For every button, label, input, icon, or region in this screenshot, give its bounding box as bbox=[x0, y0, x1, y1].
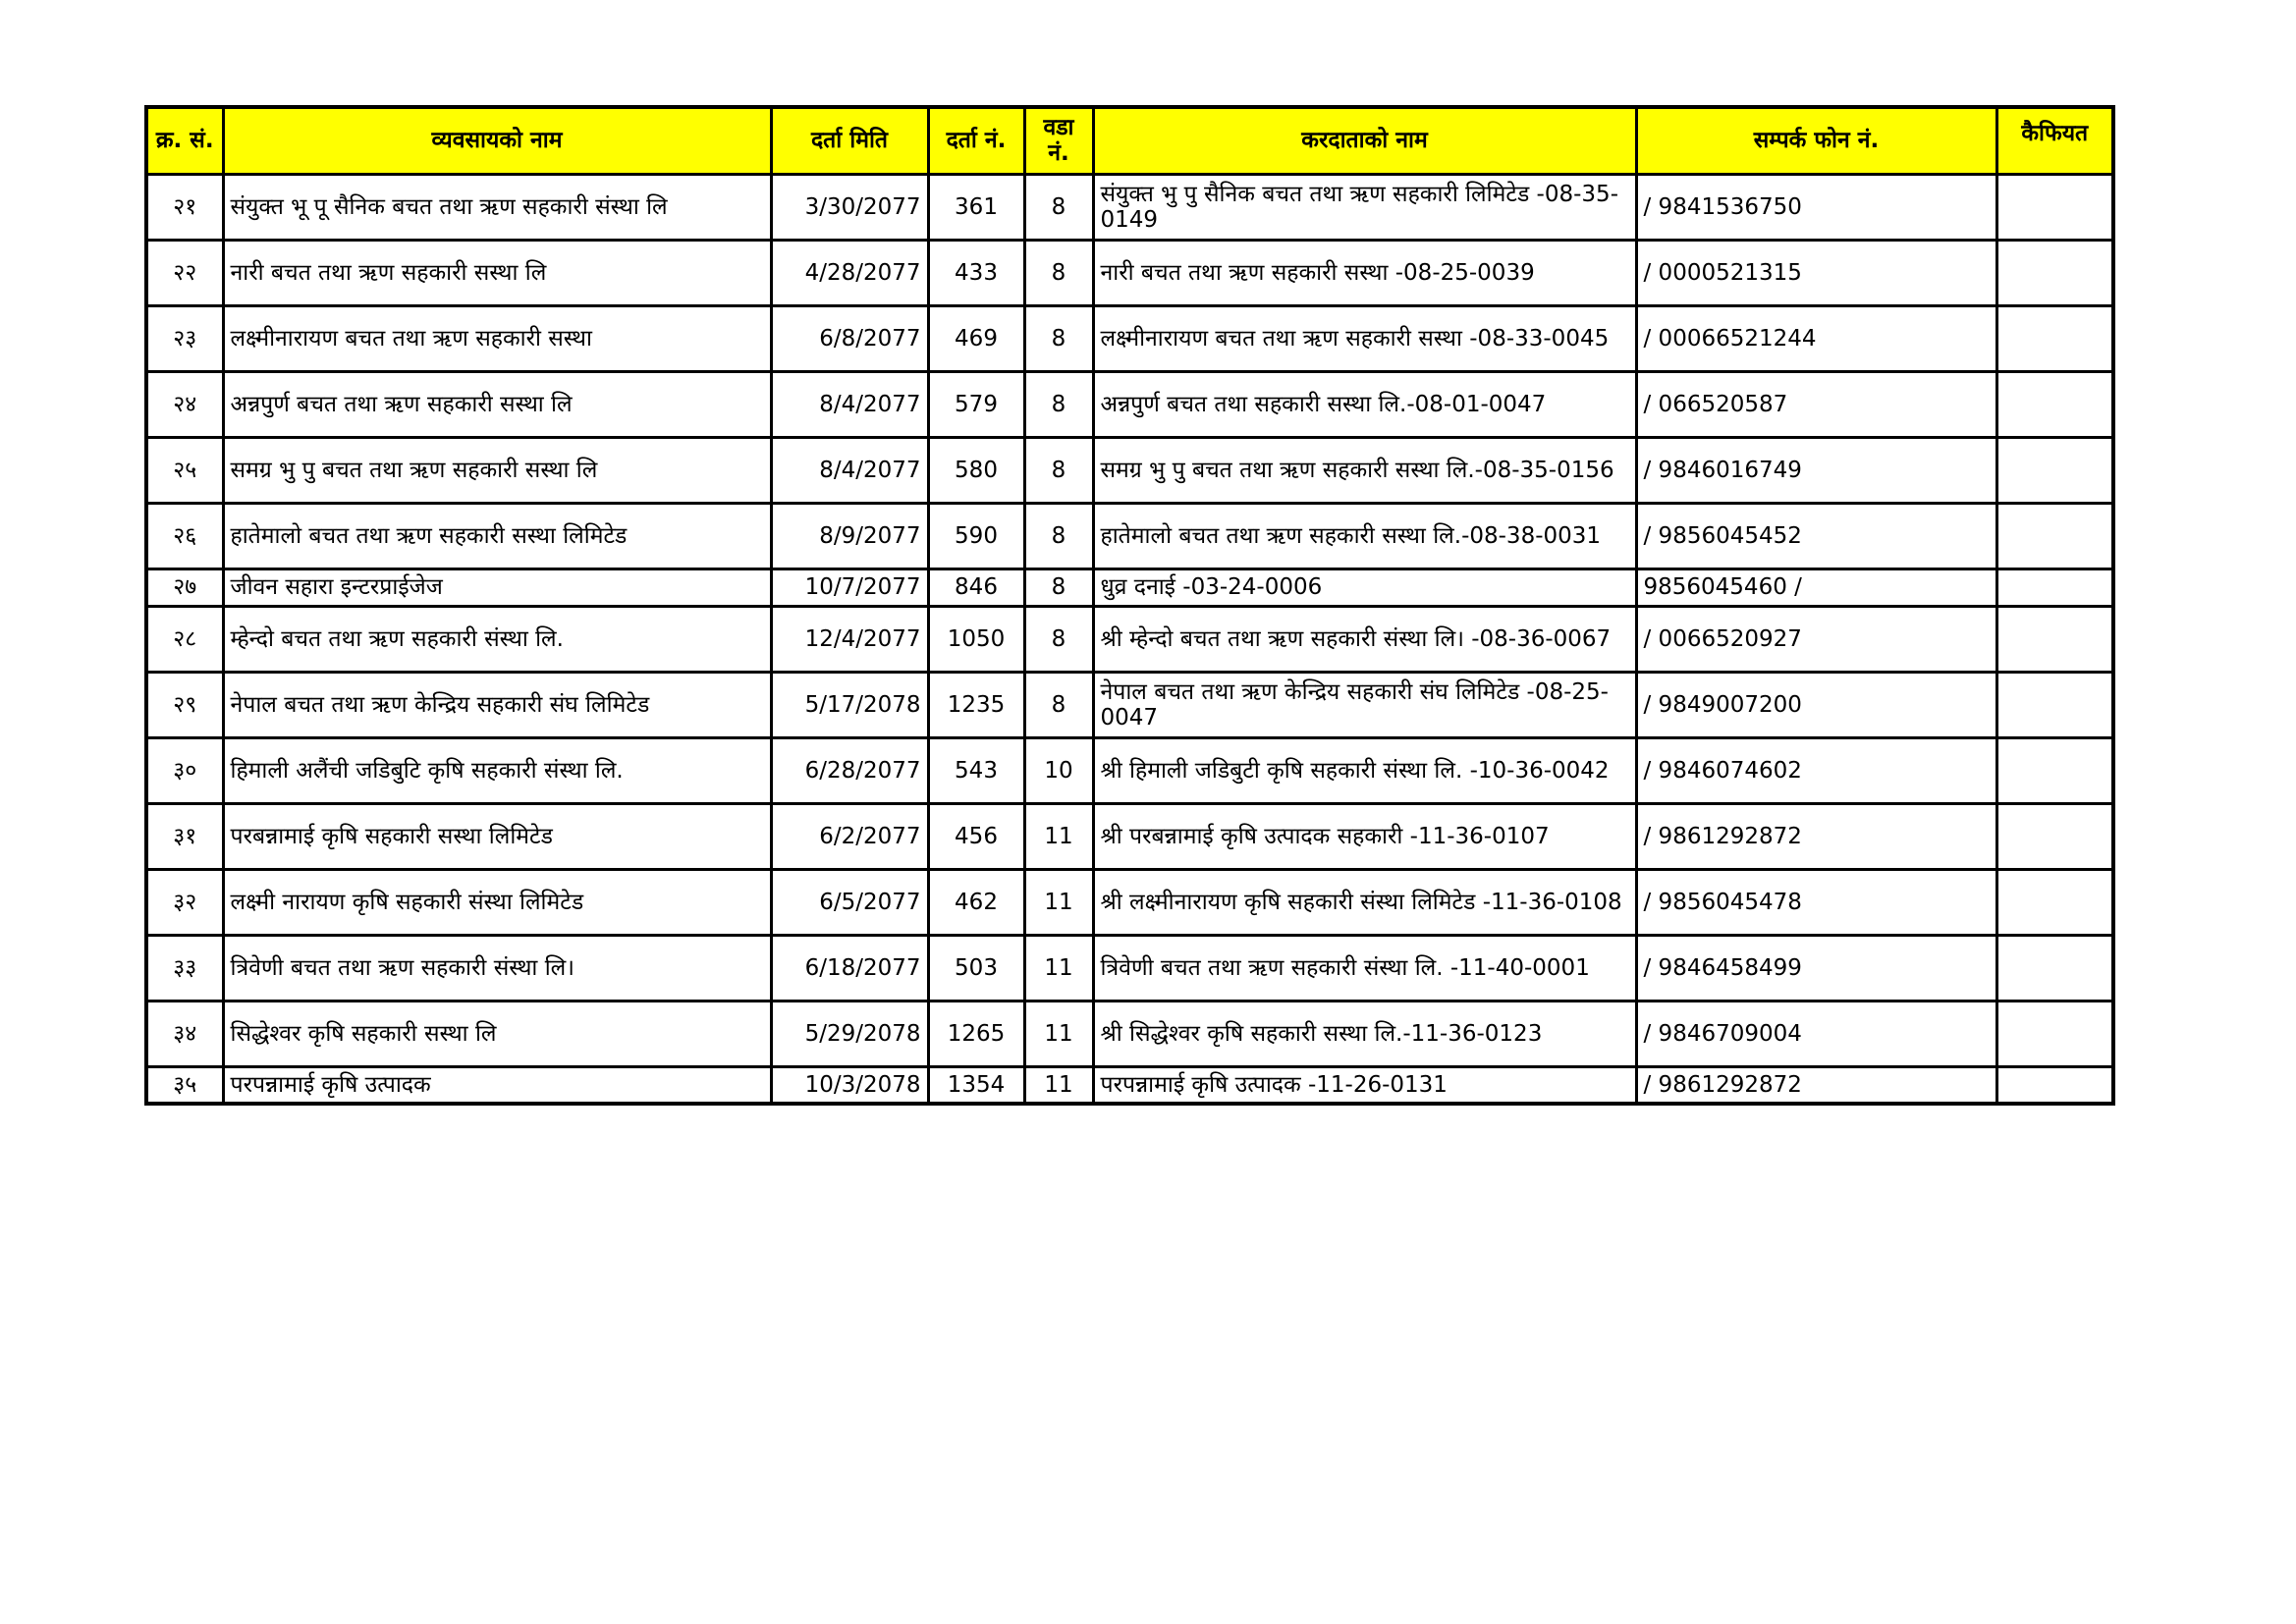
cell-ward-number: 8 bbox=[1024, 305, 1093, 371]
cell-taxpayer-name: त्रिवेणी बचत तथा ऋण सहकारी संस्था लि. -11-40-0001 bbox=[1093, 935, 1636, 1001]
cell-taxpayer-name: श्री म्हेन्दो बचत तथा ऋण सहकारी संस्था लि। -08-36-0067 bbox=[1093, 606, 1636, 672]
cell-ward-number: 8 bbox=[1024, 606, 1093, 672]
cell-serial: २५ bbox=[146, 437, 223, 503]
table-header bbox=[146, 107, 2113, 174]
cell-contact-phone: / 066520587 bbox=[1636, 371, 1996, 437]
cell-registration-number: 1235 bbox=[928, 672, 1024, 737]
cell-ward-number: 8 bbox=[1024, 503, 1093, 568]
cell-registration-number: 456 bbox=[928, 803, 1024, 869]
cell-ward-number: 8 bbox=[1024, 371, 1093, 437]
cell-registration-date: 8/4/2077 bbox=[771, 437, 928, 503]
table-row bbox=[146, 869, 2113, 935]
cell-contact-phone: / 0066520927 bbox=[1636, 606, 1996, 672]
cell-ward-number: 8 bbox=[1024, 568, 1093, 606]
cell-contact-phone: / 9846016749 bbox=[1636, 437, 1996, 503]
cell-serial: २६ bbox=[146, 503, 223, 568]
table-row bbox=[146, 503, 2113, 568]
cell-registration-number: 1354 bbox=[928, 1066, 1024, 1104]
header-business-name: व्यवसायको नाम bbox=[223, 107, 771, 174]
cell-remarks bbox=[1996, 606, 2113, 672]
cell-taxpayer-name: धुव्र दनाई -03-24-0006 bbox=[1093, 568, 1636, 606]
cell-taxpayer-name: समग्र भु पु बचत तथा ऋण सहकारी सस्था लि.-08-35-0156 bbox=[1093, 437, 1636, 503]
cell-serial: २२ bbox=[146, 240, 223, 305]
cell-serial: ३५ bbox=[146, 1066, 223, 1104]
cell-remarks bbox=[1996, 371, 2113, 437]
cell-registration-date: 8/4/2077 bbox=[771, 371, 928, 437]
cell-ward-number: 8 bbox=[1024, 672, 1093, 737]
cell-contact-phone: / 9856045452 bbox=[1636, 503, 1996, 568]
cell-registration-date: 3/30/2077 bbox=[771, 174, 928, 240]
header-remarks: कैफियत bbox=[1996, 107, 2113, 174]
table-body bbox=[146, 174, 2113, 1104]
cell-remarks bbox=[1996, 803, 2113, 869]
cell-remarks bbox=[1996, 869, 2113, 935]
header-registration-number: दर्ता नं. bbox=[928, 107, 1024, 174]
cell-contact-phone: / 0000521315 bbox=[1636, 240, 1996, 305]
cell-serial: ३४ bbox=[146, 1001, 223, 1066]
cell-business-name: हिमाली अलैंची जडिबुटि कृषि सहकारी संस्था लि. bbox=[223, 737, 771, 803]
cell-ward-number: 8 bbox=[1024, 240, 1093, 305]
table-row bbox=[146, 371, 2113, 437]
cell-contact-phone: / 9849007200 bbox=[1636, 672, 1996, 737]
cell-remarks bbox=[1996, 672, 2113, 737]
cell-business-name: समग्र भु पु बचत तथा ऋण सहकारी सस्था लि bbox=[223, 437, 771, 503]
cell-serial: ३३ bbox=[146, 935, 223, 1001]
cell-remarks bbox=[1996, 437, 2113, 503]
cell-serial: २९ bbox=[146, 672, 223, 737]
cell-business-name: नेपाल बचत तथा ऋण केन्द्रिय सहकारी संघ लिमिटेड bbox=[223, 672, 771, 737]
table-row bbox=[146, 803, 2113, 869]
cell-contact-phone: / 9856045478 bbox=[1636, 869, 1996, 935]
cell-registration-number: 503 bbox=[928, 935, 1024, 1001]
header-taxpayer-name: करदाताको नाम bbox=[1093, 107, 1636, 174]
cell-registration-date: 6/2/2077 bbox=[771, 803, 928, 869]
cell-ward-number: 11 bbox=[1024, 935, 1093, 1001]
cell-remarks bbox=[1996, 737, 2113, 803]
cell-business-name: हातेमालो बचत तथा ऋण सहकारी सस्था लिमिटेड bbox=[223, 503, 771, 568]
cell-business-name: परपन्नामाई कृषि उत्पादक bbox=[223, 1066, 771, 1104]
cell-contact-phone: 9856045460 / bbox=[1636, 568, 1996, 606]
cell-registration-number: 469 bbox=[928, 305, 1024, 371]
cell-serial: २३ bbox=[146, 305, 223, 371]
cell-contact-phone: / 9841536750 bbox=[1636, 174, 1996, 240]
cell-business-name: नारी बचत तथा ऋण सहकारी सस्था लि bbox=[223, 240, 771, 305]
cell-registration-date: 12/4/2077 bbox=[771, 606, 928, 672]
cell-contact-phone: / 00066521244 bbox=[1636, 305, 1996, 371]
cell-business-name: लक्ष्मीनारायण बचत तथा ऋण सहकारी सस्था bbox=[223, 305, 771, 371]
cell-remarks bbox=[1996, 503, 2113, 568]
cell-business-name: सिद्धेश्वर कृषि सहकारी सस्था लि bbox=[223, 1001, 771, 1066]
cell-registration-number: 433 bbox=[928, 240, 1024, 305]
cell-registration-number: 590 bbox=[928, 503, 1024, 568]
cell-remarks bbox=[1996, 240, 2113, 305]
cell-remarks bbox=[1996, 174, 2113, 240]
cell-taxpayer-name: श्री लक्ष्मीनारायण कृषि सहकारी संस्था लिमिटेड -11-36-0108 bbox=[1093, 869, 1636, 935]
cell-business-name: लक्ष्मी नारायण कृषि सहकारी संस्था लिमिटेड bbox=[223, 869, 771, 935]
cell-serial: ३१ bbox=[146, 803, 223, 869]
cell-ward-number: 11 bbox=[1024, 1001, 1093, 1066]
cell-taxpayer-name: अन्नपुर्ण बचत तथा सहकारी सस्था लि.-08-01-0047 bbox=[1093, 371, 1636, 437]
table-row bbox=[146, 174, 2113, 240]
cell-taxpayer-name: परपन्नामाई कृषि उत्पादक -11-26-0131 bbox=[1093, 1066, 1636, 1104]
table-row bbox=[146, 935, 2113, 1001]
header-ward-number: वडा नं. bbox=[1024, 107, 1093, 174]
cell-registration-date: 5/17/2078 bbox=[771, 672, 928, 737]
cell-registration-number: 1050 bbox=[928, 606, 1024, 672]
cell-taxpayer-name: श्री सिद्धेश्वर कृषि सहकारी सस्था लि.-11-36-0123 bbox=[1093, 1001, 1636, 1066]
cell-registration-date: 10/7/2077 bbox=[771, 568, 928, 606]
table-row bbox=[146, 437, 2113, 503]
cell-serial: ३२ bbox=[146, 869, 223, 935]
cell-serial: २७ bbox=[146, 568, 223, 606]
cell-contact-phone: / 9861292872 bbox=[1636, 803, 1996, 869]
cell-ward-number: 8 bbox=[1024, 174, 1093, 240]
cell-business-name: संयुक्त भू पू सैनिक बचत तथा ऋण सहकारी संस्था लि bbox=[223, 174, 771, 240]
cell-registration-date: 5/29/2078 bbox=[771, 1001, 928, 1066]
table-row bbox=[146, 672, 2113, 737]
cell-serial: २८ bbox=[146, 606, 223, 672]
header-contact-phone: सम्पर्क फोन नं. bbox=[1636, 107, 1996, 174]
cell-contact-phone: / 9846709004 bbox=[1636, 1001, 1996, 1066]
table-row bbox=[146, 240, 2113, 305]
business-register-table bbox=[144, 105, 2115, 1106]
cell-business-name: परबन्नामाई कृषि सहकारी सस्था लिमिटेड bbox=[223, 803, 771, 869]
cell-contact-phone: / 9846074602 bbox=[1636, 737, 1996, 803]
cell-registration-date: 6/28/2077 bbox=[771, 737, 928, 803]
cell-registration-number: 1265 bbox=[928, 1001, 1024, 1066]
cell-business-name: म्हेन्दो बचत तथा ऋण सहकारी संस्था लि. bbox=[223, 606, 771, 672]
cell-taxpayer-name: हातेमालो बचत तथा ऋण सहकारी सस्था लि.-08-38-0031 bbox=[1093, 503, 1636, 568]
table-row bbox=[146, 568, 2113, 606]
cell-ward-number: 11 bbox=[1024, 1066, 1093, 1104]
cell-taxpayer-name: नेपाल बचत तथा ऋण केन्द्रिय सहकारी संघ लिमिटेड -08-25-0047 bbox=[1093, 672, 1636, 737]
cell-contact-phone: / 9861292872 bbox=[1636, 1066, 1996, 1104]
cell-remarks bbox=[1996, 568, 2113, 606]
cell-taxpayer-name: श्री हिमाली जडिबुटी कृषि सहकारी संस्था लि. -10-36-0042 bbox=[1093, 737, 1636, 803]
cell-ward-number: 8 bbox=[1024, 437, 1093, 503]
cell-serial: ३० bbox=[146, 737, 223, 803]
table-row bbox=[146, 1066, 2113, 1104]
cell-registration-number: 580 bbox=[928, 437, 1024, 503]
cell-registration-date: 6/18/2077 bbox=[771, 935, 928, 1001]
cell-remarks bbox=[1996, 935, 2113, 1001]
cell-registration-date: 6/5/2077 bbox=[771, 869, 928, 935]
cell-registration-date: 10/3/2078 bbox=[771, 1066, 928, 1104]
cell-taxpayer-name: संयुक्त भु पु सैनिक बचत तथा ऋण सहकारी लिमिटेड -08-35-0149 bbox=[1093, 174, 1636, 240]
cell-registration-date: 8/9/2077 bbox=[771, 503, 928, 568]
cell-registration-date: 4/28/2077 bbox=[771, 240, 928, 305]
cell-remarks bbox=[1996, 1066, 2113, 1104]
cell-registration-number: 543 bbox=[928, 737, 1024, 803]
cell-registration-number: 846 bbox=[928, 568, 1024, 606]
cell-registration-date: 6/8/2077 bbox=[771, 305, 928, 371]
register-sheet bbox=[144, 105, 2115, 1106]
cell-taxpayer-name: लक्ष्मीनारायण बचत तथा ऋण सहकारी सस्था -08-33-0045 bbox=[1093, 305, 1636, 371]
table-row bbox=[146, 737, 2113, 803]
cell-remarks bbox=[1996, 1001, 2113, 1066]
cell-registration-number: 462 bbox=[928, 869, 1024, 935]
header-row bbox=[146, 107, 2113, 174]
cell-serial: २४ bbox=[146, 371, 223, 437]
cell-contact-phone: / 9846458499 bbox=[1636, 935, 1996, 1001]
cell-business-name: जीवन सहारा इन्टरप्राईजेज bbox=[223, 568, 771, 606]
cell-ward-number: 10 bbox=[1024, 737, 1093, 803]
header-serial: क्र. सं. bbox=[146, 107, 223, 174]
table-row bbox=[146, 305, 2113, 371]
table-row bbox=[146, 1001, 2113, 1066]
cell-taxpayer-name: नारी बचत तथा ऋण सहकारी सस्था -08-25-0039 bbox=[1093, 240, 1636, 305]
cell-ward-number: 11 bbox=[1024, 803, 1093, 869]
cell-registration-number: 579 bbox=[928, 371, 1024, 437]
header-registration-date: दर्ता मिति bbox=[771, 107, 928, 174]
cell-serial: २१ bbox=[146, 174, 223, 240]
cell-registration-number: 361 bbox=[928, 174, 1024, 240]
cell-taxpayer-name: श्री परबन्नामाई कृषि उत्पादक सहकारी -11-36-0107 bbox=[1093, 803, 1636, 869]
cell-business-name: अन्नपुर्ण बचत तथा ऋण सहकारी सस्था लि bbox=[223, 371, 771, 437]
table-row bbox=[146, 606, 2113, 672]
cell-remarks bbox=[1996, 305, 2113, 371]
cell-ward-number: 11 bbox=[1024, 869, 1093, 935]
cell-business-name: त्रिवेणी बचत तथा ऋण सहकारी संस्था लि। bbox=[223, 935, 771, 1001]
